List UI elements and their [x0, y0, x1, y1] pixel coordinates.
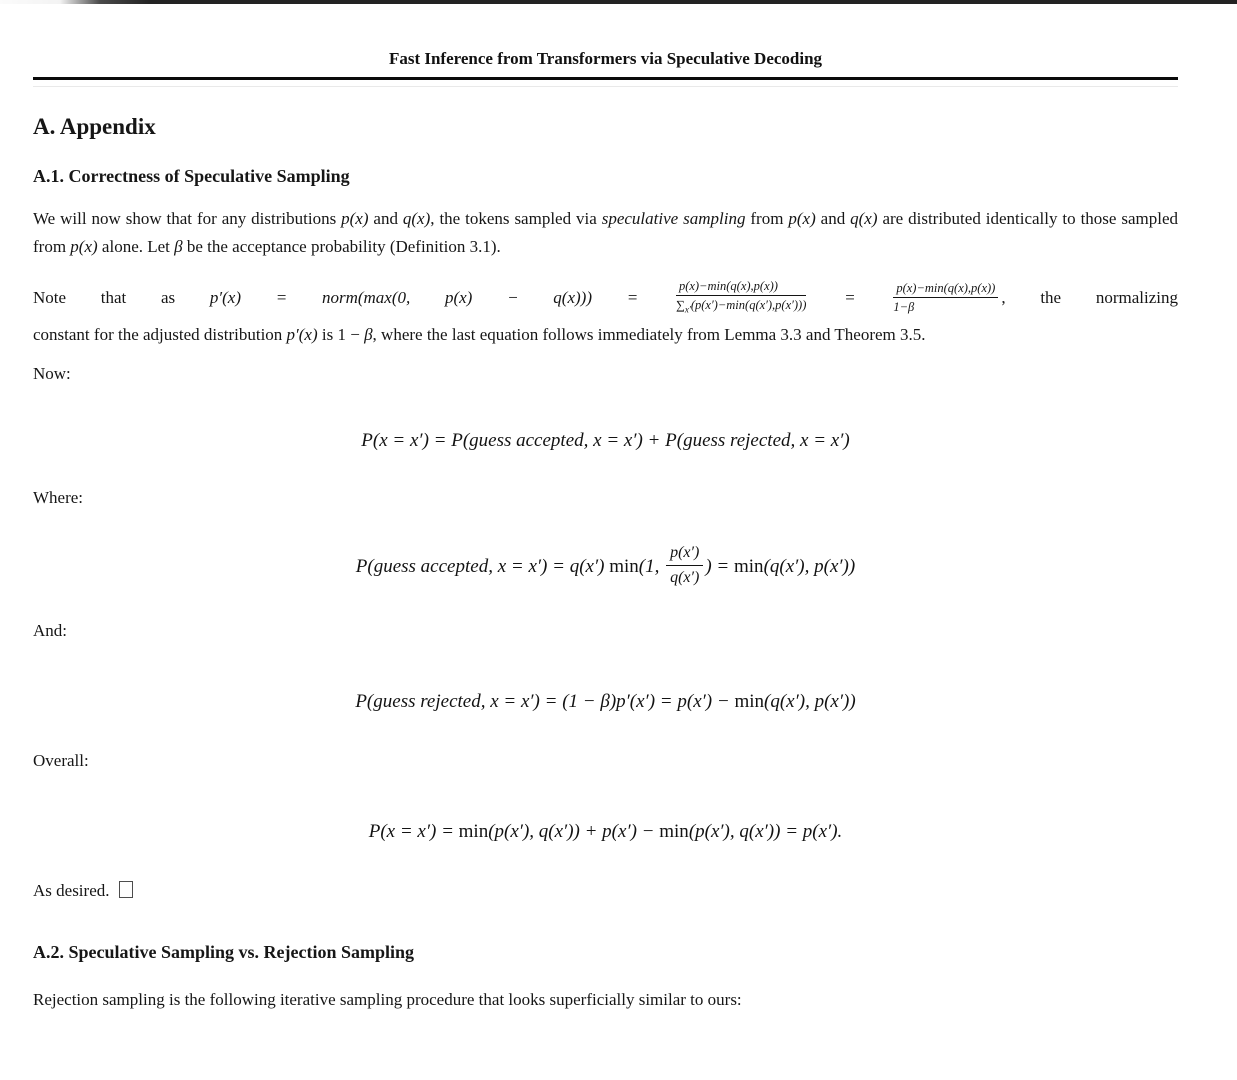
fraction-numerator: p(x)−min(q(x),p(x)) — [893, 280, 998, 298]
label-overall: Overall: — [33, 751, 89, 770]
paper-title: Fast Inference from Transformers via Speculative Decoding — [388, 49, 823, 68]
sigma-symbol: ∑ — [675, 297, 685, 312]
min-operator: min — [458, 821, 489, 842]
section-a1-heading: A.1. Correctness of Speculative Sampling — [33, 166, 350, 186]
fraction-denominator: q(x′) — [670, 569, 700, 586]
inline-math: p(x) — [70, 237, 98, 256]
math-run: P(guess accepted, x = x′) = q(x′) — [355, 555, 610, 577]
inline-math: p′(x) = norm(max(0, p(x) − q(x))) = — [209, 288, 673, 307]
inline-math: p(x) — [341, 209, 369, 228]
fraction-denominator: 1−β — [893, 300, 915, 315]
text-run: As desired. — [33, 881, 110, 900]
text-run: constant for the adjusted distribution — [33, 325, 287, 344]
label-where: Where: — [33, 488, 84, 507]
header-rule — [33, 77, 1178, 80]
math-run: ) = — [705, 555, 734, 577]
math-run: P(x = x′) = — [368, 821, 459, 842]
text-run: , the normalizing — [1001, 288, 1178, 307]
window-top-bar — [0, 0, 1237, 4]
math-run: (p(x′), q(x′)) + p(x′) − — [488, 821, 660, 842]
equals-sign: = — [809, 288, 891, 307]
proof-closing-line — [33, 880, 1178, 902]
paragraph-2-rest — [33, 321, 1178, 349]
min-operator: min — [609, 555, 639, 577]
fraction-numerator: p(x′) — [666, 543, 703, 566]
equation-2 — [33, 543, 1178, 592]
sigma-subscript: x′ — [684, 304, 691, 315]
math-run: (q(x′), p(x′)) — [764, 691, 856, 712]
text-run: be the acceptance probability (Definition 3.1). — [182, 237, 501, 256]
fraction-denominator — [676, 296, 806, 318]
inline-math: p′(x) — [286, 325, 318, 344]
text-run: and — [368, 209, 403, 228]
text-run: (p(x′)−min(q(x′),p(x′))) — [690, 297, 807, 312]
inline-math: q(x) — [850, 209, 878, 228]
inline-math: q(x) — [402, 209, 431, 228]
label-now: Now: — [33, 364, 71, 383]
emphasized-term: speculative sampling — [601, 209, 746, 228]
paragraph-1 — [33, 205, 1178, 261]
inline-fraction-2 — [893, 280, 998, 315]
running-head — [0, 48, 1237, 87]
math-run: (1, — [638, 555, 665, 577]
text-run: from — [745, 209, 789, 228]
text-run: is 1 − — [317, 325, 365, 344]
inline-math: p(x) — [788, 209, 816, 228]
equation-3 — [33, 690, 1178, 714]
a2-intro-paragraph: Rejection sampling is the following iterative sampling procedure that looks superficially similar to ours: — [33, 990, 742, 1009]
equation-4 — [33, 820, 1178, 844]
text-run: Note that as — [33, 288, 210, 307]
appendix-heading: A. Appendix — [33, 114, 156, 139]
text-run: , the tokens sampled via — [430, 209, 602, 228]
page-content — [0, 112, 1237, 1014]
text-run: alone. Let — [97, 237, 175, 256]
inline-fraction-1 — [676, 278, 806, 318]
inline-math: β — [174, 237, 183, 256]
text-run: We will now show that for any distributions — [33, 209, 342, 228]
math-run: (q(x′), p(x′)) — [763, 555, 856, 577]
paragraph-2-line-1 — [33, 275, 1178, 321]
text-run: and — [815, 209, 851, 228]
qed-open-square-icon — [119, 881, 133, 898]
text-run: are distributed identically to those sampled from — [33, 209, 1179, 256]
min-operator: min — [734, 555, 764, 577]
text-run: , where the last equation follows immediately from Lemma 3.3 and Theorem 3.5. — [372, 325, 926, 344]
math-run: P(x = x′) = P(guess accepted, x = x′) + P(guess rejected, x = x′) — [361, 430, 850, 451]
inline-math: β — [364, 325, 373, 344]
fraction-numerator: p(x)−min(q(x),p(x)) — [676, 278, 806, 296]
math-run: P(guess rejected, x = x′) = (1 − β)p′(x′) = p(x′) − — [355, 691, 735, 712]
label-and: And: — [33, 621, 67, 640]
section-a2-heading: A.2. Speculative Sampling vs. Rejection Sampling — [33, 942, 415, 962]
header-rule-shadow — [33, 86, 1178, 87]
display-fraction — [666, 543, 703, 588]
math-run: (p(x′), q(x′)) = p(x′). — [688, 821, 843, 842]
equation-1 — [33, 429, 1178, 453]
min-operator: min — [659, 821, 689, 842]
min-operator: min — [734, 691, 764, 712]
